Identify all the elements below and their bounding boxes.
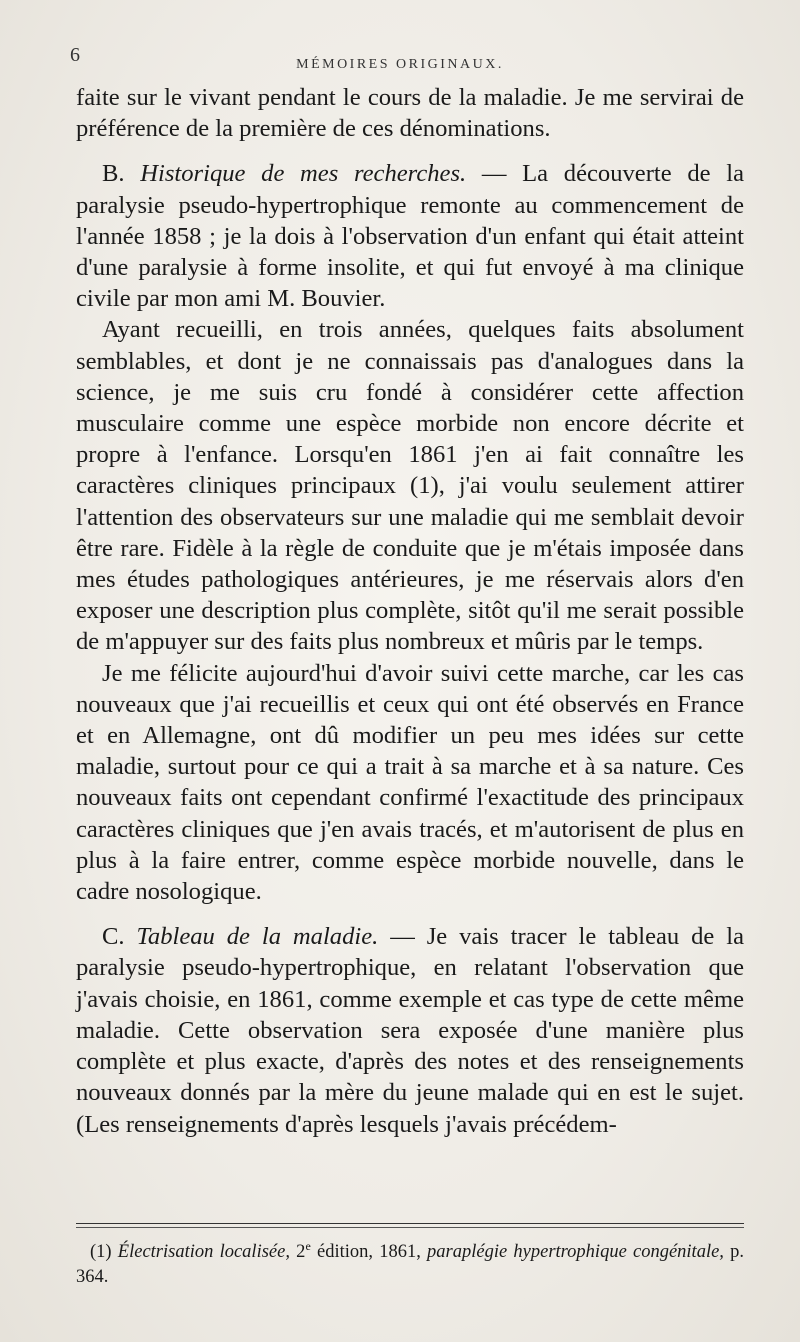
running-head: MÉMOIRES ORIGINAUX.: [296, 57, 504, 72]
footnote-edition-num: 2: [289, 1242, 306, 1262]
section-b-letter: B.: [102, 160, 125, 188]
section-b-title: Historique de mes recherches.: [140, 160, 467, 188]
footnote-rule-secondary: [76, 1227, 744, 1228]
section-b-text: — La découverte de la paralysie pseudo-hypertrophique remonte au commencement de l'année 1858 ; je la dois à l'observation d'un enfant qui était atteint d'une paralysie à forme insolite, et qui fut envoyé à ma clinique civile par mon ami M. Bouvier.: [76, 160, 744, 313]
section-c-paragraph: [76, 921, 744, 1139]
footnote-rule: [76, 1223, 744, 1224]
paragraph-continuation: faite sur le vivant pendant le cours de la maladie. Je me servirai de préférence de la première de ces dénominations.: [76, 84, 744, 143]
section-c-title: Tableau de la maladie.: [136, 923, 379, 951]
paragraph-je-me-felicite: Je me félicite aujourd'hui d'avoir suivi cette marche, car les cas nouveaux que j'ai recueillis et ceux qui ont été observés en France et en Allemagne, ont dû modifier un peu mes idées sur cette maladie, surtout pour ce qui a trait à sa marche et à sa nature. Ces nouveaux faits ont cependant confirmé l'exactitude des principaux caractères cliniques que j'en avais tracés, et m'autorisent de plus en plus à la faire entrer, comme espèce morbide nouvelle, dans le cadre nosologique.: [76, 659, 744, 906]
body-text: [76, 82, 744, 1140]
footnote-italic-title: paraplégie hypertrophique congénitale,: [427, 1242, 724, 1262]
footnote: [76, 1240, 744, 1290]
paragraph-ayant: Ayant recueilli, en trois années, quelques faits absolument semblables, et dont je ne connaissais pas d'analogues dans la science, je me suis cru fondé à considérer cette affection musculaire comme une espèce morbide non encore décrite et propre à l'enfance. Lorsqu'en 1861 j'en ai fait connaître les caractères cliniques principaux (1), j'ai voulu seulement attirer l'attention des observateurs sur une maladie qui me semblait devoir être rare. Fidèle à la règle de conduite que je m'étais imposée dans mes études pathologiques antérieures, je me réservais alors d'en exposer une description plus complète, sitôt qu'il me serait possible de m'appuyer sur des faits plus nombreux et mûris par le temps.: [76, 316, 744, 656]
footnote-edition-sup: e: [305, 1238, 311, 1253]
footnote-text: [76, 1240, 744, 1290]
footnote-title: Électrisation localisée,: [117, 1242, 290, 1262]
section-b-paragraph: [76, 158, 744, 314]
footnote-page-ref: p. 364.: [76, 1242, 745, 1287]
section-c-text: — Je vais tracer le tableau de la paralysie pseudo-hypertrophique, en relatant l'observation que j'avais choisie, en 1861, comme exemple et cas type de cette même maladie. Cette observation sera exposée d'une manière plus complète et plus exacte, d'après des notes et des renseignements nouveaux donnés par la mère du jeune malade qui en est le sujet. (Les renseignements d'après lesquels j'avais précédem-: [76, 923, 744, 1138]
page-number: 6: [70, 44, 80, 66]
footnote-marker: (1): [90, 1242, 118, 1262]
section-c-letter: C.: [102, 923, 125, 951]
footnote-edition-rest: édition, 1861,: [310, 1242, 428, 1262]
